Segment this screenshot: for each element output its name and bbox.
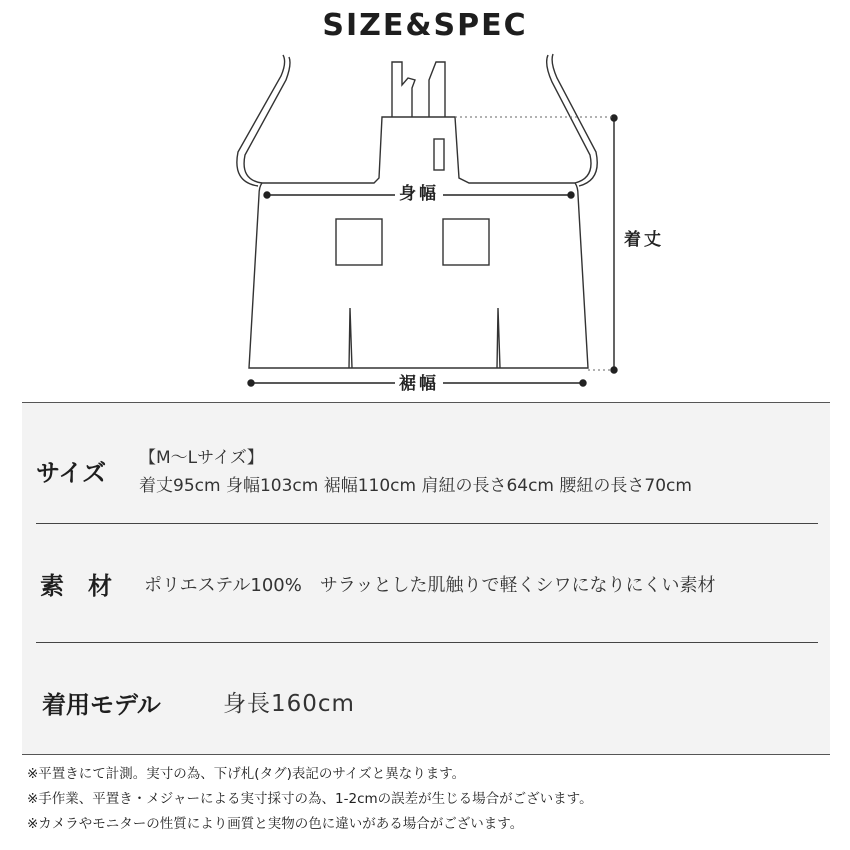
- label-hem-width: 裾幅: [395, 374, 443, 394]
- right-slit: [497, 308, 500, 368]
- spec-row-size: [36, 403, 818, 524]
- note-item: ※平置きにて計測。実寸の為、下げ札(タグ)表記のサイズと異なります。: [27, 766, 466, 782]
- left-neck-strap: [237, 55, 290, 186]
- spec-value-material: ポリエステル100% サラッとした肌触りで軽くシワになりにくい素材: [144, 575, 716, 596]
- spec-label-model: 着用モデル: [42, 691, 161, 719]
- spec-label-material: 素 材: [40, 572, 112, 600]
- page-title: SIZE&SPEC: [322, 8, 528, 43]
- left-pocket: [336, 219, 382, 265]
- apron-outline: [249, 117, 588, 368]
- tag: [434, 139, 444, 170]
- top-strap-right: [429, 62, 445, 117]
- note-item: ※手作業、平置き・メジャーによる実寸採寸の為、1-2cmの誤差が生じる場合がございます。: [27, 791, 593, 807]
- spec-label-size: サイズ: [36, 459, 107, 487]
- left-slit: [349, 308, 352, 368]
- right-pocket: [443, 219, 489, 265]
- top-strap-left: [392, 62, 415, 117]
- spec-row-model: [36, 643, 818, 753]
- label-length: 着丈: [624, 230, 664, 250]
- spec-value-model: 身長160cm: [223, 691, 355, 717]
- right-neck-strap: [547, 54, 598, 186]
- notes: [27, 762, 593, 837]
- spec-value-size-heading: 【M〜Lサイズ】: [139, 448, 264, 468]
- note-item: ※カメラやモニターの性質により画質と実物の色に違いがある場合がございます。: [27, 816, 524, 832]
- spec-value-size-detail: 着丈95cm 身幅103cm 裾幅110cm 肩紐の長さ64cm 腰紐の長さ70cm: [139, 476, 692, 496]
- spec-row-material: [36, 524, 818, 643]
- label-body-width: 身幅: [395, 184, 443, 204]
- spec-panel: [22, 402, 830, 755]
